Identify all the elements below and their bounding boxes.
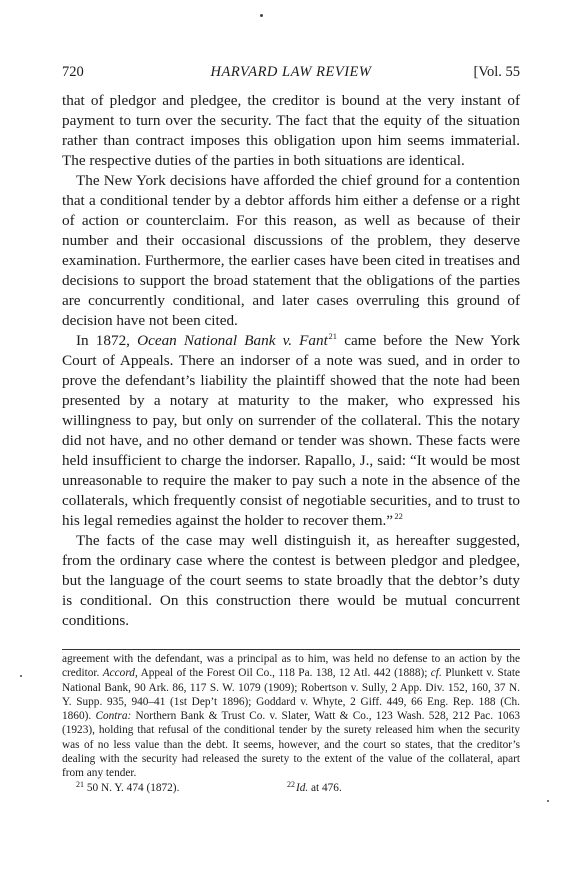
running-header — [62, 64, 520, 84]
footnote-id: Id. — [295, 781, 309, 794]
main-text — [62, 91, 520, 631]
scan-speck — [260, 14, 263, 17]
scan-speck — [20, 675, 22, 677]
footnote-line — [62, 781, 520, 796]
signal-accord: Accord, — [102, 667, 138, 680]
footnote-ref-21: 21 — [328, 331, 338, 341]
footnote-21 — [76, 781, 179, 795]
signal-cf: cf. — [430, 667, 442, 680]
footnote-text: Appeal of the Forest Oil Co., 118 Pa. 138, 12 Atl. 442 (1888); — [137, 667, 431, 680]
footnote-continued — [62, 652, 520, 781]
paragraph-2: The New York decisions have afforded the chief ground for a contention that a conditional tender by a debtor affords him either a defense or a right of action or counterclaim. For this reason, as well as because of their number and their occasional discussions of the problem, they deserve examination. Furthermore, the earlier cases have been cited in treatises and decisions to support the broad statement that the obligations of the parties are concurrently conditional, and later cases overruling this ground of decision have not been cited. — [62, 172, 520, 329]
paragraph-3-text: came before the New York Court of Appeals. There an indorser of a note was sued, and in order to prove the defendant’s liability the plaintiff showed that the note had been presented by a notary at maturity to the maker, who expressed his willingness to pay, but only on surrender of the collateral. This the notary did not have, and no other demand or tender was shown. These facts were held insufficient to charge the indorser. Rapallo, J., said: “It would be most unreasonable to require the maker to pay such a note in the absence of the collaterals, which frequently consist of negotiable securities, and to trust to his legal remedies against the holder to recover them.” — [62, 332, 520, 529]
paragraph-3-intro: In 1872, — [76, 332, 138, 349]
footnotes — [62, 652, 520, 796]
footnote-text: at 476. — [308, 781, 342, 794]
footnote-divider — [62, 649, 520, 650]
footnote-22 — [287, 781, 342, 795]
volume-label: [Vol. 55 — [473, 64, 520, 80]
paragraph-1: that of pledgor and pledgee, the creditor is bound at the very instant of payment to turn over the security. The fact that the equity of the situation rather than contract imposes this obligation upon him seems immaterial. The respective duties of the parties in both situations are identical. — [62, 92, 520, 169]
page-number: 720 — [62, 64, 84, 80]
signal-contra: Contra: — [95, 710, 132, 723]
case-name: Ocean National Bank v. Fant — [137, 332, 328, 349]
footnote-text: Northern Bank & Trust Co. v. Slater, Watt & Co., 123 Wash. 528, 212 Pac. 1063 (1923), holding that refusal of the conditional tender by the surety released him when the security was of no less value than the debt. It seems, however, and the court so states, that the creditor’s dealing with the security had released the surety to the extent of the value of the collateral, apart from any tender. — [62, 710, 520, 780]
journal-title: HARVARD LAW REVIEW — [210, 64, 372, 80]
footnote-ref-22: 22 — [394, 511, 403, 521]
footnote-text: 50 N. Y. 474 (1872). — [84, 781, 180, 794]
paragraph-4: The facts of the case may well distinguish it, as hereafter suggested, from the ordinary case where the contest is between pledgor and pledgee, but the language of the court seems to state broadly that the debtor’s duty is conditional. On this construction there would be mutual concurrent conditions. — [62, 532, 520, 629]
footnote-text: Plunkett v. State National Bank, 90 Ark. 86, 117 S. W. 1079 (1909); Robertson v. Sully, 2 App. Div. 152, 160, 37 N. Y. Supp. 935, 940–41 (1st Dep’t 1896); Goddard v. Whyte, 2 Giff. 449, 66 Eng. Rep. 188 (Ch. 1860). — [62, 667, 520, 723]
footnote-number: 22 — [287, 779, 295, 789]
footnote-number: 21 — [76, 779, 84, 789]
scan-speck — [547, 800, 549, 802]
paragraph-3 — [62, 331, 520, 531]
footnote-text: agreement with the defendant, was a principal as to him, was held no defense to an action by the creditor. — [62, 653, 520, 680]
